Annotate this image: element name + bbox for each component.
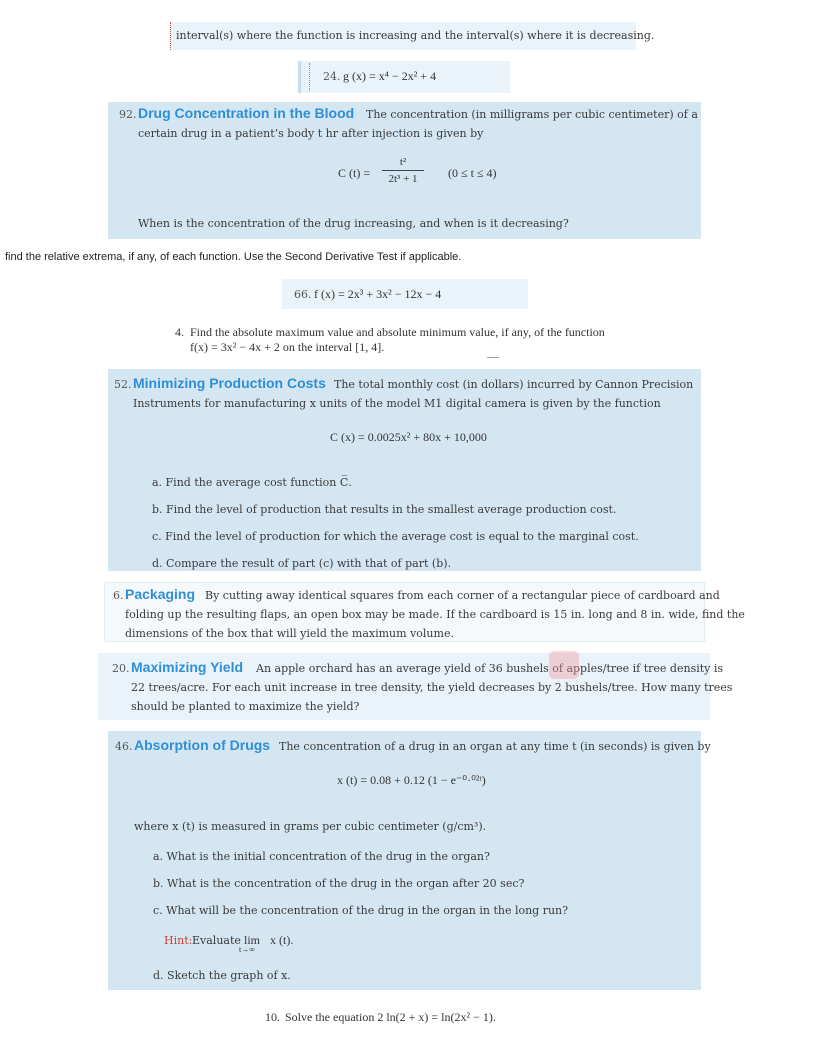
selection-highlight: [549, 651, 579, 679]
intro-strip: [170, 22, 655, 50]
problem-46-line1: The concentration of a drug in an organ at any time t (in seconds) is given by: [279, 740, 711, 753]
problem-92-box: [108, 102, 701, 239]
problem-92-formula-lhs: C (t) =: [338, 166, 371, 180]
problem-66-box: [282, 279, 528, 309]
problem-10-text: Solve the equation 2 ln(2 + x) = ln(2x² − 1).: [285, 1010, 496, 1024]
problem-52-line2: Instruments for manufacturing x units of the model M1 digital camera is given by the function: [133, 397, 661, 410]
problem-6-title: Packaging: [125, 586, 196, 602]
problem-46-title: Absorption of Drugs: [134, 737, 271, 753]
problem-20-title: Maximizing Yield: [131, 659, 244, 675]
problem-52-part-a: a. Find the average cost function C̅.: [152, 476, 352, 489]
problem-46-part-b: b. What is the concentration of the drug in the organ after 20 sec?: [153, 877, 525, 890]
intro-text: interval(s) where the function is increasing and the interval(s) where it is decreasing.: [176, 29, 655, 42]
dotted-marker: [309, 63, 310, 91]
problem-4-dash: —: [487, 349, 499, 363]
problem-4-line2: f(x) = 3x² − 4x + 2 on the interval [1, 4].: [190, 340, 385, 354]
problem-46-part-a: a. What is the initial concentration of the drug in the organ?: [153, 850, 490, 863]
problem-4-line1: Find the absolute maximum value and absolute minimum value, if any, of the function: [190, 325, 605, 339]
fraction-bar: [382, 170, 424, 171]
problem-92-line1: The concentration (in milligrams per cubic centimeter) of a: [366, 108, 698, 121]
problem-46-part-c: c. What will be the concentration of the drug in the organ in the long run?: [153, 904, 569, 917]
problem-4-number: 4.: [175, 325, 184, 339]
problem-66-expression: f (x) = 2x³ + 3x² − 12x − 4: [314, 287, 442, 301]
problem-20-line2: 22 trees/acre. For each unit increase in tree density, the yield decreases by 2 bushels/tree. How many trees: [131, 681, 733, 694]
fraction-numerator: t²: [399, 156, 407, 168]
problem-52-part-b: b. Find the level of production that results in the smallest average production cost.: [152, 503, 617, 516]
problem-92-line2: certain drug in a patient’s body t hr after injection is given by: [138, 127, 484, 140]
problem-6-line3: dimensions of the box that will yield the maximum volume.: [125, 627, 454, 640]
problem-46-hint-label: Hint:: [164, 934, 193, 947]
problem-92-domain: (0 ≤ t ≤ 4): [448, 166, 497, 180]
problem-52-part-c: c. Find the level of production for which the average cost is equal to the marginal cost.: [152, 530, 639, 543]
problem-6-line2: folding up the resulting flaps, an open box may be made. If the cardboard is 15 in. long and 8 in. wide, find the: [125, 608, 745, 621]
problem-92-title: Drug Concentration in the Blood: [138, 105, 355, 121]
problem-46-hint-sub: t→∞: [239, 945, 255, 954]
problem-52-part-d: d. Compare the result of part (c) with that of part (b).: [152, 557, 452, 570]
problem-24-number: 24.: [323, 70, 341, 83]
problem-46-hint-lim: lim: [244, 933, 261, 947]
problem-46-hint-text: Evaluate: [192, 934, 241, 947]
problem-52-line1: The total monthly cost (in dollars) incurred by Cannon Precision: [334, 378, 694, 391]
problem-66-number: 66.: [294, 288, 312, 301]
problem-52-title: Minimizing Production Costs: [133, 375, 326, 391]
problem-46-box: [108, 731, 711, 990]
problem-46-number: 46.: [115, 740, 133, 753]
problem-92-question: When is the concentration of the drug increasing, and when is it decreasing?: [138, 217, 569, 230]
problem-46-formula: x (t) = 0.08 + 0.12 (1 − e⁻⁰·⁰²ᵗ): [337, 773, 486, 787]
problem-20-number: 20.: [112, 662, 130, 675]
problem-20-line1: An apple orchard has an average yield of 36 bushels of apples/tree if tree density is: [256, 662, 724, 675]
problem-10-number: 10.: [265, 1010, 280, 1024]
problem-24-box: [298, 61, 510, 93]
problem-52-number: 52.: [114, 378, 132, 391]
extrema-intro-text: find the relative extrema, if any, of each function. Use the Second Derivative Test if applicable.: [5, 251, 462, 263]
problem-6-number: 6.: [113, 589, 124, 602]
problem-46-where: where x (t) is measured in grams per cubic centimeter (g/cm³).: [134, 820, 487, 833]
problem-92-fraction: [380, 156, 426, 185]
problem-52-box: [108, 369, 701, 571]
problem-46-hint-expr: x (t).: [270, 933, 294, 947]
problem-52-formula: C (x) = 0.0025x² + 80x + 10,000: [330, 430, 487, 444]
fraction-denominator: 2t³ + 1: [388, 173, 418, 185]
problem-24-expression: g (x) = x⁴ − 2x² + 4: [343, 69, 437, 83]
problem-20-line3: should be planted to maximize the yield?: [131, 700, 360, 713]
problem-92-number: 92.: [119, 108, 137, 121]
problem-20-box: [98, 653, 733, 720]
problem-6-line1: By cutting away identical squares from each corner of a rectangular piece of cardboard and: [205, 589, 720, 602]
problem-6-box: [104, 582, 745, 642]
problem-46-part-d: d. Sketch the graph of x.: [153, 969, 291, 982]
